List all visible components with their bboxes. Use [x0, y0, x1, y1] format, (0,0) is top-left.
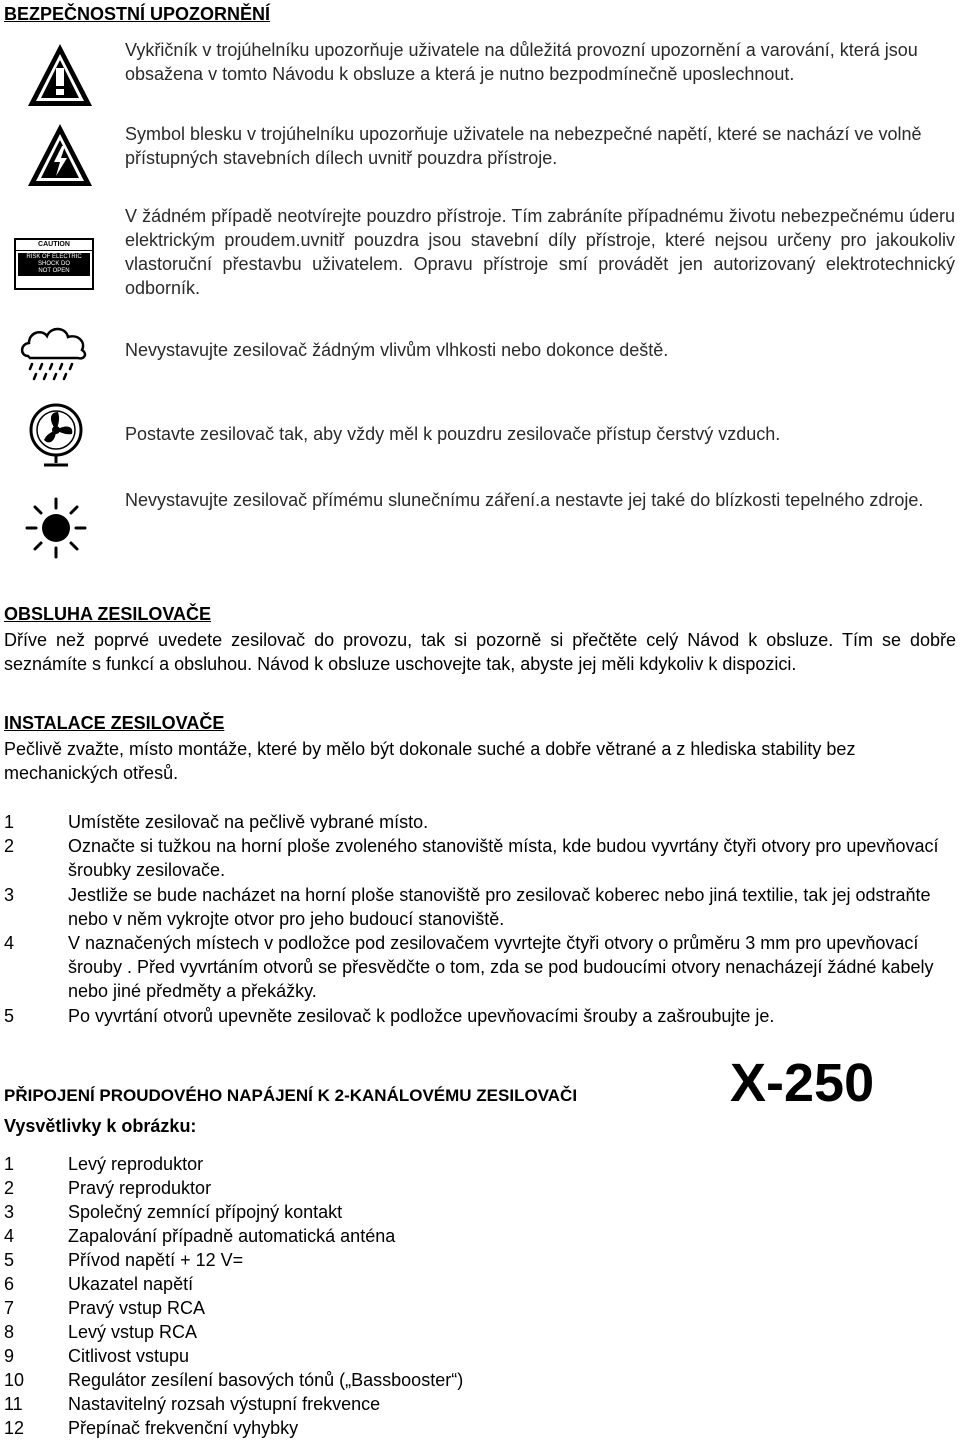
legend-number: 10: [4, 1370, 25, 1390]
legend-text: Pravý reproduktor: [68, 1178, 212, 1198]
caution-label-line: SHOCK DO: [37, 261, 70, 267]
step-text: Umístěte zesilovač na pečlivě vybrané místo.: [68, 812, 429, 832]
legend-text: Levý reproduktor: [68, 1154, 204, 1174]
legend-number: 7: [4, 1298, 15, 1318]
operation-heading: OBSLUHA ZESILOVAČE: [4, 604, 212, 624]
legend-text: Ukazatel napětí: [68, 1274, 194, 1294]
warning-text-lightning: Symbol blesku v trojúhelníku upozorňuje uživatele na nebezpečné napětí, které se nachází ve volně přístupných stavebních dílech uvnitř pouzdra přístroje.: [125, 124, 922, 168]
step-number: 5: [4, 1006, 15, 1026]
legend-number: 8: [4, 1322, 15, 1342]
legend-text: Nastavitelný rozsah výstupní frekvence: [68, 1394, 381, 1414]
step-text: Označte si tužkou na horní ploše zvoleného stanoviště místa, kde budou vyvrtány čtyři otvory pro upevňovací šroubky zesilovače.: [68, 836, 939, 880]
legend-number: 4: [4, 1226, 15, 1246]
lightning-triangle-icon: [26, 122, 94, 188]
legend-number: 11: [4, 1394, 23, 1414]
legend-number: 2: [4, 1178, 15, 1198]
legend-number: 3: [4, 1202, 15, 1222]
legend-text: Levý vstup RCA: [68, 1322, 198, 1342]
safety-heading: BEZPEČNOSTNÍ UPOZORNĚNÍ: [4, 4, 271, 24]
legend-text: Společný zemnící přípojný kontakt: [68, 1202, 343, 1222]
legend-number: 6: [4, 1274, 15, 1294]
caution-label-icon: [14, 238, 94, 290]
rain-cloud-icon: [18, 322, 90, 384]
legend-text: Pravý vstup RCA: [68, 1298, 206, 1318]
legend-number: 1: [4, 1154, 15, 1174]
warning-text-rain: Nevystavujte zesilovač žádným vlivům vlhkosti nebo dokonce deště.: [125, 340, 669, 360]
legend-text: Zapalování případně automatická anténa: [68, 1226, 396, 1246]
warning-text-sun: Nevystavujte zesilovač přímému slunečnímu záření.a nestavte jej také do blízkosti tepelného zdroje.: [125, 490, 924, 510]
legend-text: Regulátor zesílení basových tónů („Bassbooster“): [68, 1370, 464, 1390]
warning-text-caution: V žádném případě neotvírejte pouzdro přístroje. Tím zabráníte případnému životu nebezpečnému úderu elektrickým proudem.uvnitř pouzdra jsou stavební díly přístroje, které nejsou určeny pro jakoukoliv vlastoruční přestavbu uživatelem. Opravu přístroje smí provádět jen autorizovaný elektrotechnický odborník.: [125, 206, 955, 298]
step-number: 3: [4, 885, 15, 905]
legend-number: 12: [4, 1418, 25, 1438]
step-text: Po vyvrtání otvorů upevněte zesilovač k podložce upevňovacími šrouby a zašroubujte je.: [68, 1006, 775, 1026]
legend-text: Citlivost vstupu: [68, 1346, 190, 1366]
caution-label-line: NOT OPEN: [38, 268, 70, 274]
exclamation-triangle-icon: [26, 42, 94, 108]
caution-label-line: RISK OF ELECTRIC: [26, 254, 82, 260]
installation-heading: INSTALACE ZESILOVAČE: [4, 713, 225, 733]
installation-text: Pečlivě zvažte, místo montáže, které by mělo být dokonale suché a dobře větrané a z hlediska stability bez mechanických otřesů.: [4, 739, 856, 783]
step-text: V naznačených místech v podložce pod zesilovačem vyvrtejte čtyři otvory o průměru 3 mm pro upevňovací šrouby . Před vyvrtáním otvorů se přesvědčte o tom, zda se pod budoucími otvory nenacházejí žádné kabely nebo jiné předměty a překážky.: [68, 933, 934, 1001]
operation-text: Dříve než poprvé uvedete zesilovač do provozu, tak si pozorně si přečtěte celý Návod k obsluze. Tím se dobře seznámíte s funkcí a obsluhou. Návod k obsluze uschovejte tak, abyste jej měli kdykoliv k dispozici.: [4, 630, 956, 674]
step-number: 2: [4, 836, 15, 856]
legend-number: 9: [4, 1346, 15, 1366]
step-text: Jestliže se bude nacházet na horní ploše stanoviště pro zesilovač koberec nebo jiná textilie, tak jej odstraňte nebo v něm vykrojte otvor pro jeho budoucí stanoviště.: [68, 885, 931, 929]
warning-text-fan: Postavte zesilovač tak, aby vždy měl k pouzdru zesilovače přístup čerstvý vzduch.: [125, 424, 781, 444]
fan-icon: [28, 402, 84, 468]
model-name: X-250: [730, 1053, 875, 1113]
caution-label-title: CAUTION: [16, 240, 92, 251]
legend-number: 5: [4, 1250, 15, 1270]
legend-title: Vysvětlivky k obrázku:: [4, 1116, 197, 1136]
sun-icon: [24, 496, 88, 560]
warning-text-exclamation: Vykřičník v trojúhelníku upozorňuje uživatele na důležitá provozní upozornění a varování, která jsou obsažena v tomto Návodu k obsluze a která je nutno bezpodmínečně uposlechnout.: [125, 40, 918, 84]
step-number: 1: [4, 812, 15, 832]
caution-label-body: [18, 253, 90, 276]
legend-text: Přívod napětí + 12 V=: [68, 1250, 244, 1270]
step-number: 4: [4, 933, 15, 953]
legend-text: Přepínač frekvenční vyhybky: [68, 1418, 299, 1438]
connection-heading: PŘIPOJENÍ PROUDOVÉHO NAPÁJENÍ K 2-KANÁLOVÉMU ZESILOVAČI: [4, 1086, 578, 1105]
